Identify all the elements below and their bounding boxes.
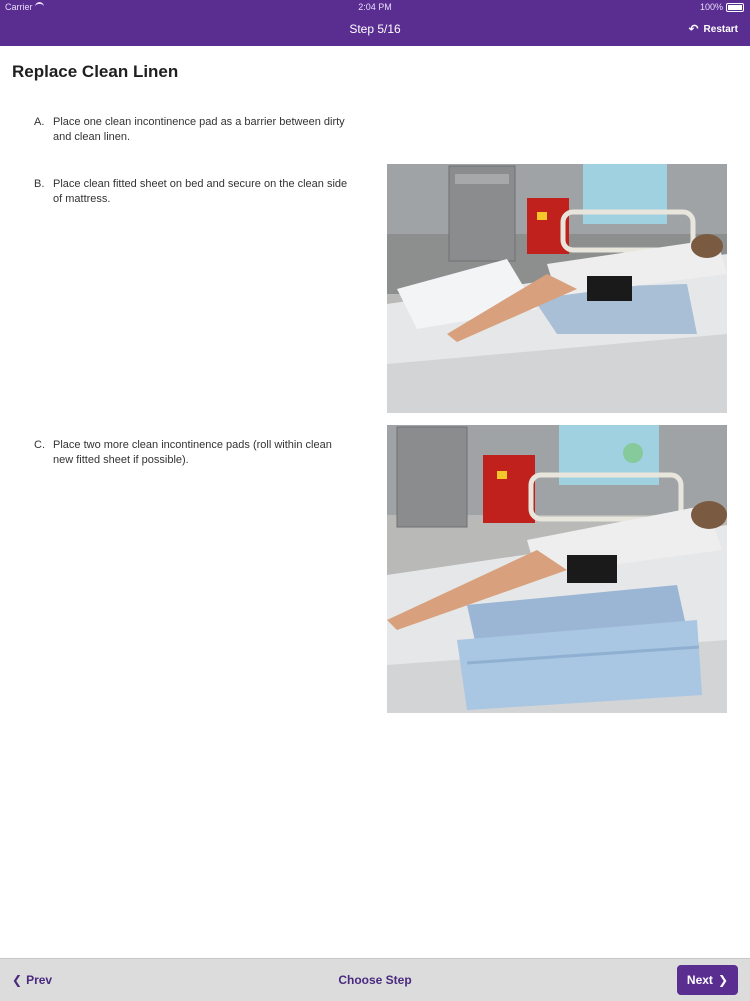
battery-icon [726, 3, 744, 12]
step-item-b [34, 177, 354, 207]
step-c-photo [387, 425, 727, 713]
chevron-left-icon: ❮ [12, 973, 23, 987]
page-title: Replace Clean Linen [12, 62, 179, 81]
step-letter: B. [34, 178, 45, 190]
restart-label: Restart [703, 23, 738, 35]
choose-step-button[interactable]: Choose Step [338, 973, 412, 987]
battery-indicator [700, 2, 744, 12]
step-c-photo-illustration [387, 425, 727, 713]
status-bar [0, 0, 750, 14]
step-text: Place one clean incontinence pad as a barrier between dirty and clean linen. [53, 116, 345, 143]
step-text: Place clean fitted sheet on bed and secure on the clean side of mattress. [53, 178, 348, 205]
step-b-photo [387, 164, 727, 413]
carrier-text: Carrier [5, 2, 33, 12]
step-text: Place two more clean incontinence pads (roll within clean new fitted sheet if possible). [53, 439, 332, 466]
chevron-right-icon: ❯ [717, 973, 728, 987]
battery-percent: 100% [699, 2, 723, 12]
next-button[interactable] [677, 965, 738, 995]
top-navigation-bar [0, 0, 750, 46]
step-letter: A. [34, 116, 45, 128]
choose-step-container [0, 973, 750, 987]
prev-button[interactable] [12, 973, 52, 987]
restart-button[interactable] [688, 22, 738, 36]
step-b-photo-illustration [387, 164, 727, 413]
restart-icon: ↶ [688, 22, 699, 36]
clock: 2:04 PM [358, 2, 392, 12]
prev-label: Prev [26, 973, 53, 987]
step-item-a [34, 115, 354, 145]
next-label: Next [686, 973, 713, 987]
step-item-c [34, 438, 354, 468]
step-counter-title: Step 5/16 [349, 22, 401, 36]
step-letter: C. [34, 439, 45, 451]
bottom-toolbar [0, 958, 750, 1001]
